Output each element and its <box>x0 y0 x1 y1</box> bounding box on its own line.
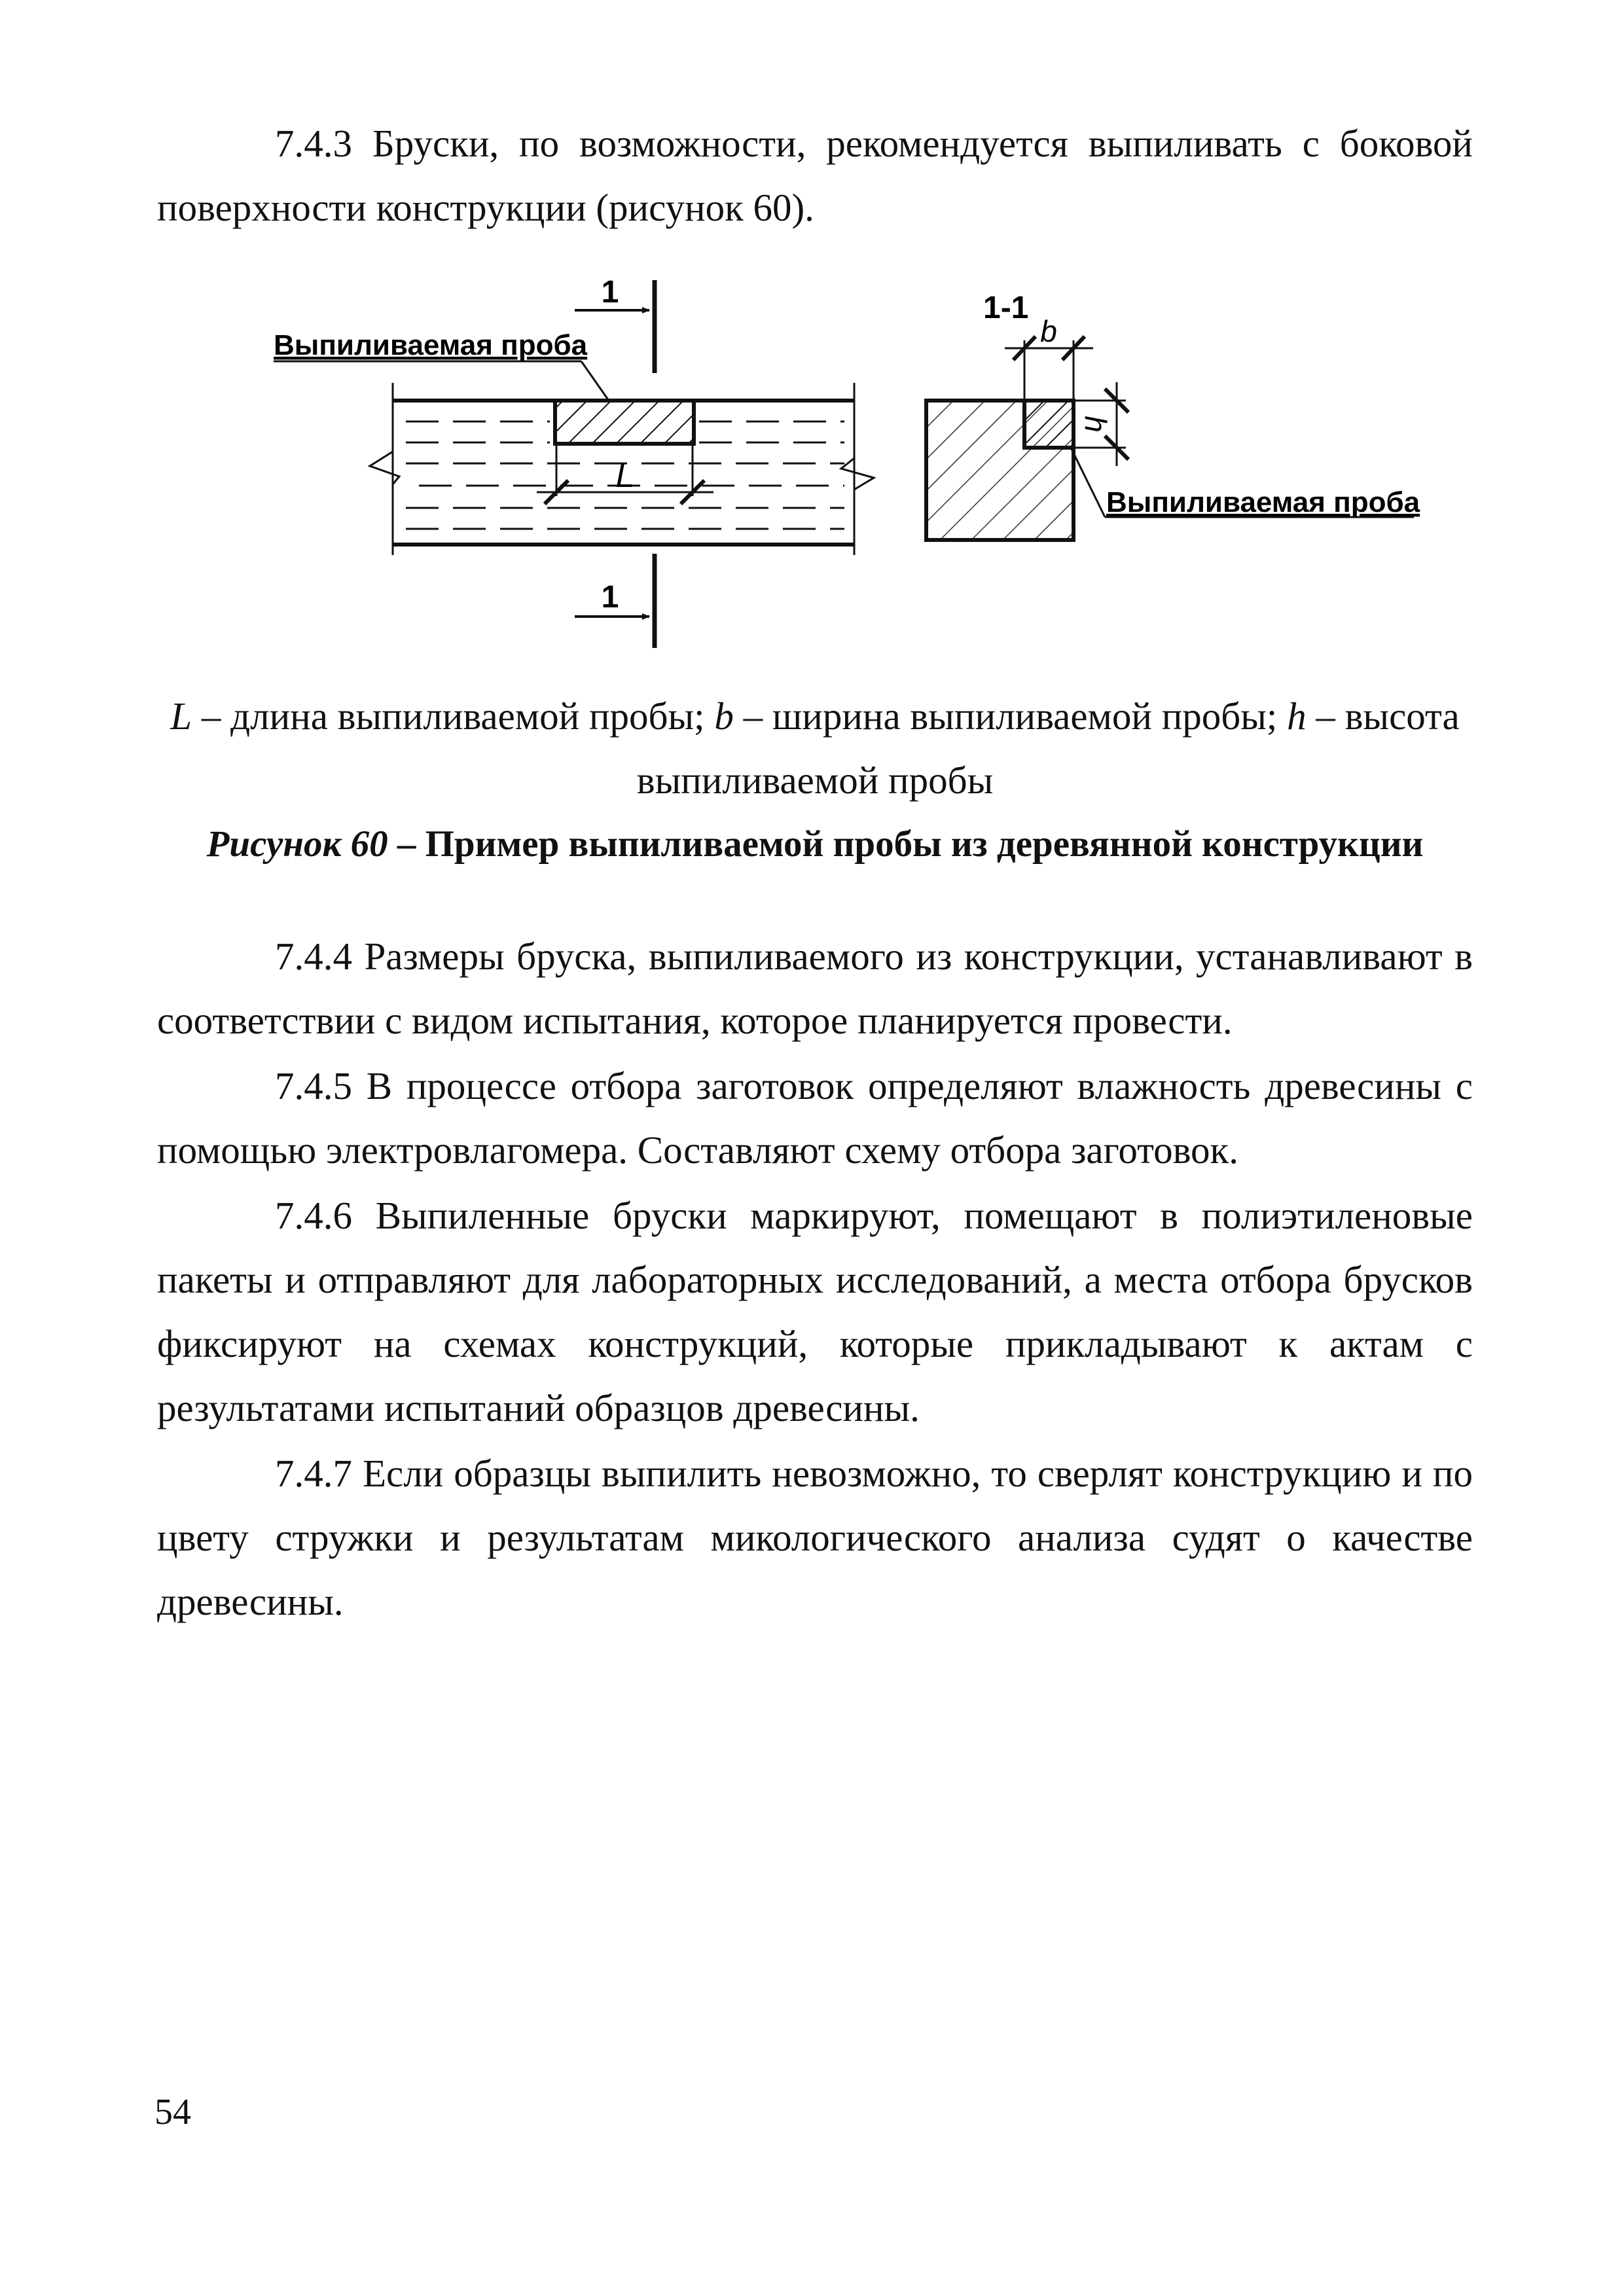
legend-b-text: – ширина выпиливаемой пробы; <box>733 694 1288 738</box>
section-title: 1-1 <box>983 291 1029 325</box>
section-mark-bottom: 1 <box>601 580 619 615</box>
paragraph-7-4-6: 7.4.6 Выпиленные бруски маркируют, помещают в полиэтиленовые пакеты и отправляют для лабораторных исследований, а места отбора брусков фиксируют на схемах конструкций, которые прикладывают к актам с результатами испытаний образцов древесины. <box>157 1194 1473 1429</box>
dimension-width-label: b <box>1040 314 1057 348</box>
section-1-1 <box>926 291 1420 540</box>
legend-b-symbol: b <box>714 694 734 738</box>
sample-rect-right <box>1024 401 1074 448</box>
sample-label-left: Выпиливаемая проба <box>274 329 588 361</box>
paragraph-7-4-4: 7.4.4 Размеры бруска, выпиливаемого из конструкции, устанавливают в соответствии с видом испытания, которое планируется провести. <box>157 935 1473 1042</box>
caption-label: Рисунок 60 <box>206 823 388 865</box>
section-mark-top: 1 <box>601 275 619 310</box>
figure-60-drawing <box>0 262 1624 668</box>
figure-legend-line-1 <box>157 684 1473 748</box>
caption-text: – Пример выпиливаемой пробы из деревянной конструкции <box>388 823 1424 865</box>
page-number: 54 <box>154 2092 191 2132</box>
paragraph-7-4-7: 7.4.7 Если образцы выпилить невозможно, то сверлят конструкцию и по цвету стружки и результатам микологического анализа судят о качестве древесины. <box>157 1452 1473 1623</box>
legend-h-symbol: h <box>1287 694 1307 738</box>
paragraph-7-4-5: 7.4.5 В процессе отбора заготовок определяют влажность древесины с помощью электровлагомера. Составляют схему отбора заготовок. <box>157 1064 1473 1172</box>
legend-L-symbol: L <box>170 694 192 738</box>
paragraph-7-4-3: 7.4.3 Бруски, по возможности, рекомендуется выпиливать с боковой поверхности конструкции (рисунок 60). <box>157 122 1473 229</box>
dimension-height-label: h <box>1079 416 1113 433</box>
beam-elevation <box>274 275 874 648</box>
legend-h-text: – высота <box>1306 694 1460 738</box>
figure-legend-line-2: выпиливаемой пробы <box>636 759 994 802</box>
figure-caption <box>157 812 1473 876</box>
legend-L-text: – длина выпиливаемой пробы; <box>192 694 715 738</box>
dimension-length-label: L <box>615 457 635 495</box>
sample-rect-left <box>555 401 694 444</box>
sample-label-right: Выпиливаемая проба <box>1106 486 1420 518</box>
